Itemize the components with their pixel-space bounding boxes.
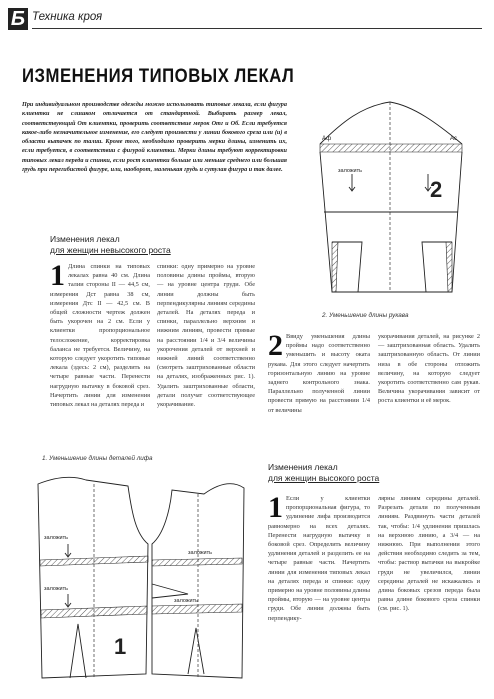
section1-heading: [50, 234, 171, 256]
section3-col1-text: Если у клиентки пропорциональная фигура, то удлинение лифа производится равномерно на всех деталях. Перенести нагрудную вытачку в боковой срез. Определить величину удлинения деталей и разделить ее на четыре равные части. Начертить линии для изменения типовых лекал на деталях переда и спинки: одну примерно на уровне половины длины проймы, вторую — на уровне центра груди. Обе линии должны быть перпендику-: [268, 495, 370, 622]
fig2-mark-left: Аф: [322, 136, 332, 142]
section1-heading-line1: Изменения лекал: [50, 234, 120, 244]
section3-heading: [268, 462, 379, 484]
fig1-fold-top: заложить: [44, 535, 68, 541]
fig2-fold-label: заложить: [338, 168, 362, 174]
section1-col1-text: Длина спинки на типовых лекалах равна 40 см. Длина талии стороны II — 44,5 см, измерения Дст равна 38 см, измерения Дтс II — 42,5 см. В общей сложности чертеж должен быть укорочен на 2 см. Если у клиентки пропорциональное телосложение, корректировка баланса не требуется. Величину, на которую следует укоротить типовые лекала (здесь: 2 см), разделить на четыре равные части. Перенести нагрудную вытачку в боковой срез. Начертить линии для изменения типовых лекал на деталях переда и: [50, 263, 150, 409]
section3-heading-line2: для женщин высокого роста: [268, 473, 380, 483]
page-header: [0, 8, 494, 30]
section3-column-2: лярны линиям середины деталей. Разрезать детали по полученным линиям. Раздвинуть части деталей так, чтобы: 1/4 удлинения пришлась на верхнюю линию, а 3/4 — на нижнюю. При выполнении этого действия необходимо следить за тем, чтобы: раствор вытачки на выкройке груди не увеличился, линии середины деталей не искажались и длина боковых срезов переда была равна длине бокового среза спинки (см. рис. 1).: [378, 495, 480, 613]
figure-2-caption: 2. Уменьшение длины рукава: [322, 312, 409, 319]
figure-1-bodice-diagram: [28, 464, 252, 694]
section-title: Техника кроя: [32, 11, 103, 23]
section2-column-1: [268, 329, 370, 414]
section3-heading-line1: Изменения лекал: [268, 462, 338, 472]
fig2-number: 2: [430, 177, 443, 202]
intro-paragraph: При индивидуальном производстве одежды можно использовать типовые лекала, если фигура клиентки не слишком отличается от стандартной. Выбирать размер лекал, соответствующий От клиентки, проверить соответствие мерок Отг и Об. Если требуется какое-либо незначительное изменение, его следует произвести у линии бокового среза или (и) в области вытачек по талии. Кроме того, необходимо проверить мерки длины, изменить их, если требуется, в соответствии с фигурой клиентки. Мерки длины требуют корректировки типовых лекал переда и спинки, если рост клиентки больше или меньше среднего или большая грудь при перегибистой фигуре, или, наоборот, маленькая грудь и сутулая фигура и так далее.: [22, 101, 287, 174]
section1-column-1: [50, 259, 150, 409]
section1-column-2: спинки: одну примерно на уровне половины длины проймы, вторую — на уровне центра груди. Обе линии должны быть перпендикулярны линиям середины деталей. На деталях переда и спинки, параллельно верхним и нижним линиям, провести прямые на расстоянии 1/4 и 3/4 величины укорочения деталей от верхней и нижней линий соответственно (смотреть заштрихованные области на деталях, изображенных рис. 1). Удалить заштрихованные области, детали получат соответствующее укорачивание.: [157, 263, 255, 409]
section3-column-1: [268, 491, 370, 689]
fig1-fold-right: заложить: [188, 550, 212, 556]
section2-column-2: укорачивания деталей, на рисунке 2 — заштрихованная область. Удалить заштрихованную область. От линии низа в обе стороны отложить величину, на которую следует укоротить соответственно сам рукав. Величина укорачивания зависит от роста клиентки и её мерок.: [378, 333, 480, 405]
fig2-mark-right: Ас: [450, 136, 458, 142]
figure-1-caption: 1. Уменьшение длины деталей лифа: [42, 455, 153, 462]
header-rule: [32, 28, 482, 29]
section2-col1-text: Ввиду уменьшения длины проймы надо соответственно уменьшить и высоту оката рукава. Для этого следует начертить горизонтальную линию на уровне заднего контрольного знака. Параллельно полученной линии провести прямую на расстоянии 1/4 от величины: [268, 333, 370, 414]
article-title: ИЗМЕНЕНИЯ ТИПОВЫХ ЛЕКАЛ: [22, 66, 295, 87]
section3-drop-cap: 1: [268, 491, 283, 524]
section1-heading-line2: для женщин невысокого роста: [50, 245, 171, 255]
section2-drop-cap: 2: [268, 329, 283, 362]
fig1-fold-mid: заложить: [44, 586, 68, 592]
section-letter: Б: [8, 8, 28, 30]
fig1-fold-bottom: заложить: [174, 598, 198, 604]
fig1-number: 1: [114, 634, 127, 659]
section1-drop-cap: 1: [50, 259, 65, 292]
figure-2-sleeve-diagram: [302, 92, 482, 310]
